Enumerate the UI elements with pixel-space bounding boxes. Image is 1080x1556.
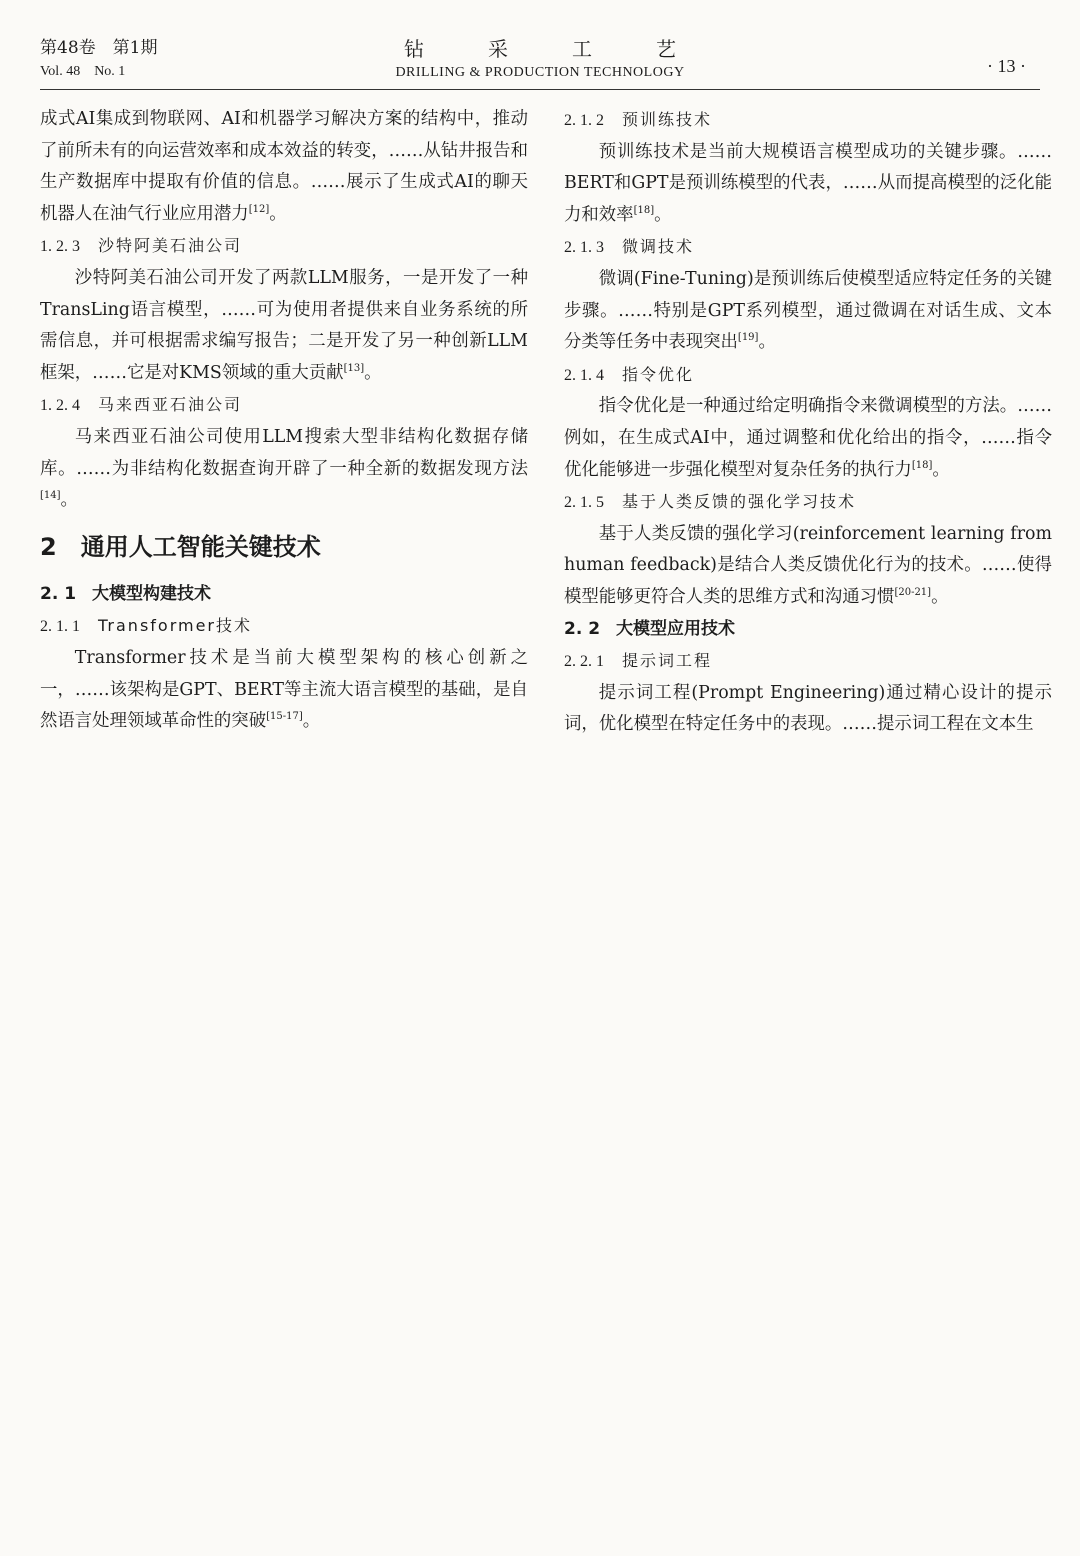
section-number: 2. 2 <box>564 618 601 639</box>
section-title: 沙特阿美石油公司 <box>98 236 243 256</box>
section-title: 通用人工智能关键技术 <box>80 532 321 561</box>
paragraph-end: 。 <box>758 332 776 353</box>
citation: [14] <box>40 490 61 502</box>
citation: [20-21] <box>894 587 932 599</box>
section-number: 2. 1. 3 <box>564 239 604 257</box>
section-heading-1-2-4 <box>40 389 528 422</box>
citation: [13] <box>343 362 365 374</box>
journal-title <box>40 36 1040 84</box>
left-column <box>40 104 528 738</box>
citation: [19] <box>737 332 759 344</box>
paragraph-text: 成式AI集成到物联网、AI和机器学习解决方案的结构中，推动了前所未有的向运营效率和成本效益的转变，……从钻井报告和生产数据库中提取有价值的信息。……展示了生成式AI的聊天机器人在油气行业应用潜力 <box>40 109 528 224</box>
running-header <box>40 36 1040 90</box>
paragraph-end: 。 <box>269 203 287 224</box>
section-heading-1-2-3 <box>40 230 528 263</box>
paragraph-text: 提示词工程(Prompt Engineering)通过精心设计的提示词，优化模型在特定任务中的表现。……提示词工程在文本生 <box>564 682 1052 735</box>
section-number: 2 <box>40 532 57 561</box>
paragraph <box>564 519 1052 614</box>
paragraph <box>40 263 528 389</box>
paragraph-end: 。 <box>302 711 321 732</box>
paragraph <box>40 643 528 738</box>
section-title: 提示词工程 <box>622 651 713 671</box>
section-heading-2-1-5 <box>564 486 1052 519</box>
paragraph <box>40 104 528 230</box>
paragraph <box>564 264 1052 359</box>
paragraph-end: 。 <box>654 204 672 225</box>
section-title: 微调技术 <box>622 237 695 257</box>
paragraph-end: 。 <box>364 362 382 383</box>
section-heading-2-1-3 <box>564 231 1052 264</box>
journal-title-en: DRILLING & PRODUCTION TECHNOLOGY <box>395 65 685 80</box>
paragraph <box>564 137 1052 232</box>
paragraph-text: 沙特阿美石油公司开发了两款LLM服务，一是开发了一种TransLing语言模型，……可为使用者提供来自业务系统的所需信息，并可根据需求编写报告；二是开发了另一种创新LLM框架，……它是对KMS领域的重大贡献 <box>40 267 528 383</box>
paragraph-text: 马来西亚石油公司使用LLM搜索大型非结构化数据存储库。……为非结构化数据查询开辟了一种全新的数据发现方法 <box>40 426 528 479</box>
section-title: 基于人类反馈的强化学习技术 <box>622 492 857 512</box>
section-number: 2. 1. 5 <box>564 494 604 512</box>
paragraph-text: 微调(Fine-Tuning)是预训练后使模型适应特定任务的关键步骤。……特别是GPT系列模型，通过微调在对话生成、文本分类等任务中表现突出 <box>564 268 1052 353</box>
section-number: 2. 2. 1 <box>564 653 604 671</box>
section-title: 预训练技术 <box>622 110 713 129</box>
section-heading-2-1-4 <box>564 359 1052 392</box>
page-number: · 13 · <box>987 56 1026 76</box>
section-number: 1. 2. 3 <box>40 238 80 256</box>
paragraph <box>40 422 528 517</box>
paragraph-end: 。 <box>932 459 950 480</box>
paragraph-end: 。 <box>931 586 949 607</box>
citation: [12] <box>248 203 270 215</box>
section-title: 马来西亚石油公司 <box>98 395 243 415</box>
section-heading-2-2 <box>564 614 1052 646</box>
journal-title-cn: 钻采工艺 <box>404 37 740 61</box>
paragraph-text: 指令优化是一种通过给定明确指令来微调模型的方法。……例如，在生成式AI中，通过调整和优化给出的指令，……指令优化能够进一步强化模型对复杂任务的执行力 <box>564 396 1052 480</box>
paragraph-end: 。 <box>60 490 78 511</box>
issue-en: Vol. 48 No. 1 <box>40 64 126 79</box>
issue-cn: 第48卷 第1期 <box>40 38 158 58</box>
section-title: 指令优化 <box>622 364 695 384</box>
section-heading-2-2-1 <box>564 645 1052 678</box>
section-heading-2-1-1 <box>40 610 528 643</box>
section-number: 2. 1. 2 <box>564 112 604 129</box>
paragraph-text: 基于人类反馈的强化学习(reinforcement learning from human feedback)是结合人类反馈优化行为的技术。……使得模型能够更符合人类的思维方式和沟通习惯 <box>564 523 1052 607</box>
citation: [18] <box>911 459 933 471</box>
section-title: 大模型构建技术 <box>92 583 212 604</box>
citation: [15-17] <box>266 711 303 723</box>
section-heading-2-1 <box>40 579 528 611</box>
paragraph-text: Transformer技术是当前大模型架构的核心创新之一，……该架构是GPT、BERT等主流大语言模型的基础，是自然语言处理领域革命性的突破 <box>40 647 528 732</box>
section-number: 2. 1. 1 <box>40 618 80 636</box>
paragraph <box>564 678 1052 741</box>
section-heading-2 <box>40 527 528 567</box>
section-title: 大模型应用技术 <box>616 618 736 639</box>
section-number: 2. 1. 4 <box>564 366 604 384</box>
citation: [18] <box>633 204 655 216</box>
paragraph <box>564 391 1052 486</box>
paragraph-text: 预训练技术是当前大规模语言模型成功的关键步骤。……BERT和GPT是预训练模型的代表，……从而提高模型的泛化能力和效率 <box>564 141 1052 225</box>
section-title: Transformer技术 <box>98 616 253 636</box>
section-number: 2. 1 <box>40 583 77 604</box>
section-heading-2-1-2 <box>564 104 1052 137</box>
right-column <box>564 104 1052 741</box>
section-number: 1. 2. 4 <box>40 397 80 415</box>
